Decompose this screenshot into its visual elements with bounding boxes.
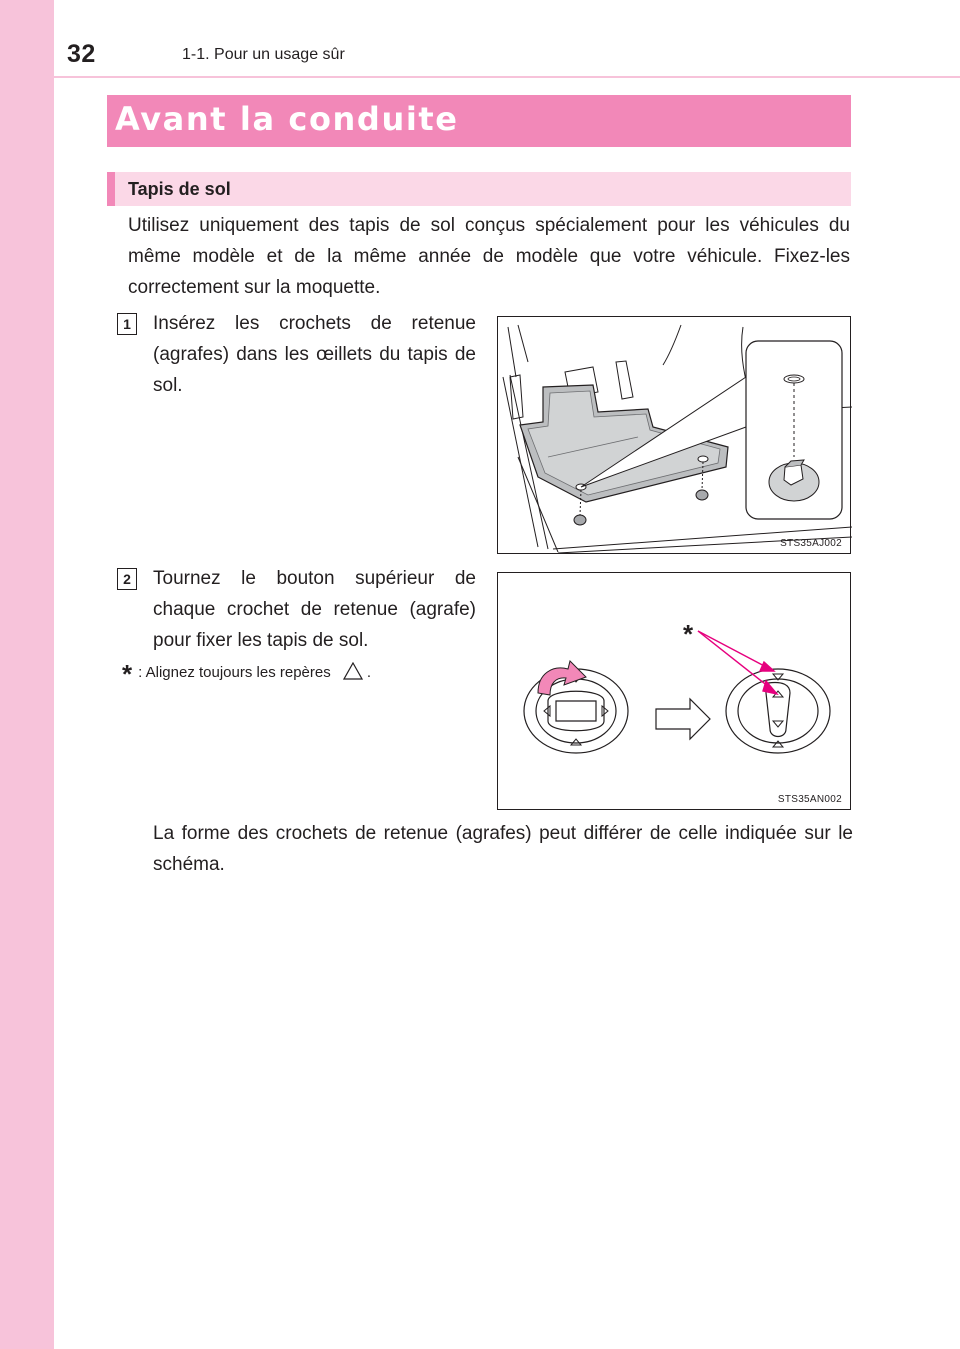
step-2-text: Tournez le bouton supérieur de chaque crochet de retenue (agrafe) pour fixer les tapis de sol. <box>153 568 476 651</box>
running-head: 1-1. Pour un usage sûr <box>182 46 345 63</box>
figure-floor-mat <box>497 316 851 554</box>
floor-mat-illustration <box>498 317 852 555</box>
page-number: 32 <box>67 40 96 68</box>
step-number-2: 2 <box>117 568 137 590</box>
side-band <box>0 0 54 1349</box>
footnote-end: . <box>366 664 372 681</box>
step-number-1: 1 <box>117 313 137 335</box>
note-paragraph: La forme des crochets de retenue (agrafes) peut différer de celle indiquée sur le schéma. <box>153 823 853 875</box>
subsection-accent <box>107 172 115 206</box>
section-title: Avant la conduite <box>115 100 459 138</box>
rotate-knob-illustration <box>498 573 852 811</box>
footnote <box>122 659 371 690</box>
step-1-text: Insérez les crochets de retenue (agrafes) dans les œillets du tapis de sol. <box>153 313 476 396</box>
figure-code: STS35AJ002 <box>780 538 842 549</box>
subsection-title: Tapis de sol <box>128 179 231 199</box>
figure-code: STS35AN002 <box>777 794 842 805</box>
footnote-marker: * <box>122 659 133 689</box>
intro-paragraph: Utilisez uniquement des tapis de sol conçus spécialement pour les véhicules du même modèle et de la même année de modèle que votre véhicule. Fixez-les correctement sur la moquette. <box>128 215 850 298</box>
triangle-mark-icon <box>343 662 363 680</box>
callout-asterisk: * <box>683 619 694 649</box>
figure-rotate-knob <box>497 572 851 810</box>
footnote-text: : Alignez toujours les repères <box>138 664 331 681</box>
header-rule <box>54 76 960 78</box>
